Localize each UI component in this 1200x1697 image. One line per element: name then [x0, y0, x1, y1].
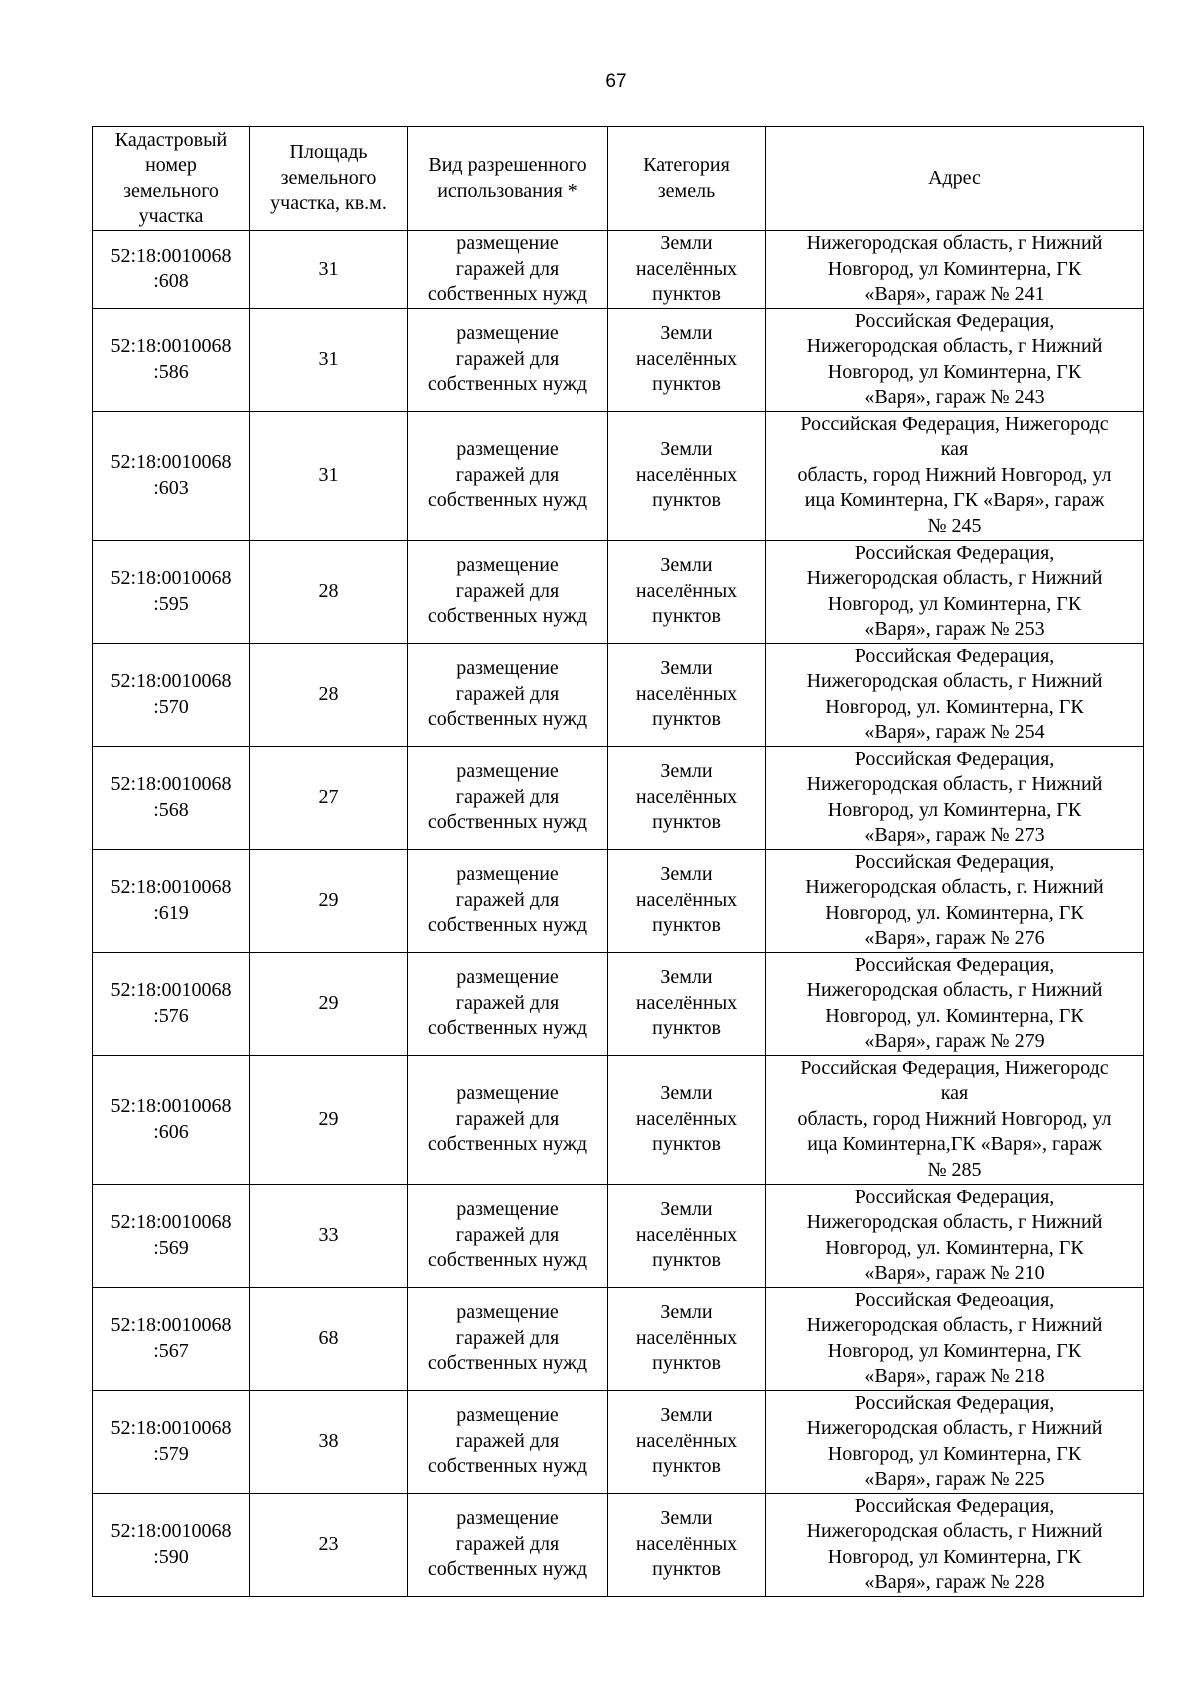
category-cell: Земли населённых пунктов: [608, 540, 766, 643]
address-cell: Российская Федерация, Нижегородская область, г Нижний Новгород, ул. Коминтерна, ГК «Варя», гараж № 254: [766, 643, 1144, 746]
address-cell: Российская Федерация, Нижегородская область, г Нижний Новгород, ул Коминтерна, ГК «Варя», гараж № 243: [766, 308, 1144, 411]
area-cell: 28: [250, 643, 408, 746]
land-plot-table: [92, 126, 1144, 1597]
area-cell: 29: [250, 952, 408, 1055]
category-cell: Земли населённых пунктов: [608, 1055, 766, 1184]
cadastral-number-cell: 52:18:0010068 :569: [93, 1184, 250, 1287]
cadastral-number-cell: 52:18:0010068 :586: [93, 308, 250, 411]
table-body: [93, 231, 1144, 1597]
usage-cell: размещение гаражей для собственных нужд: [408, 643, 608, 746]
cadastral-number-cell: 52:18:0010068 :603: [93, 411, 250, 540]
cadastral-number-cell: 52:18:0010068 :606: [93, 1055, 250, 1184]
category-cell: Земли населённых пунктов: [608, 849, 766, 952]
table-row: [93, 540, 1144, 643]
table-row: [93, 231, 1144, 309]
cadastral-number-cell: 52:18:0010068 :570: [93, 643, 250, 746]
address-cell: Российская Федерация, Нижегородская область, г. Нижний Новгород, ул. Коминтерна, ГК «Варя», гараж № 276: [766, 849, 1144, 952]
category-cell: Земли населённых пунктов: [608, 746, 766, 849]
address-cell: Нижегородская область, г Нижний Новгород, ул Коминтерна, ГК «Варя», гараж № 241: [766, 231, 1144, 309]
usage-cell: размещение гаражей для собственных нужд: [408, 952, 608, 1055]
area-cell: 68: [250, 1287, 408, 1390]
category-cell: Земли населённых пунктов: [608, 1493, 766, 1596]
address-cell: Российская Федерация, Нижегородс кая область, город Нижний Новгород, ул ица Коминтерна, ГК «Варя», гараж № 245: [766, 411, 1144, 540]
usage-cell: размещение гаражей для собственных нужд: [408, 411, 608, 540]
usage-cell: размещение гаражей для собственных нужд: [408, 1055, 608, 1184]
usage-cell: размещение гаражей для собственных нужд: [408, 231, 608, 309]
cadastral-number-cell: 52:18:0010068 :576: [93, 952, 250, 1055]
area-cell: 31: [250, 411, 408, 540]
usage-cell: размещение гаражей для собственных нужд: [408, 1184, 608, 1287]
table-row: [93, 1184, 1144, 1287]
table-row: [93, 1390, 1144, 1493]
address-cell: Российская Федерация, Нижегородская область, г Нижний Новгород, ул. Коминтерна, ГК «Варя», гараж № 279: [766, 952, 1144, 1055]
area-cell: 31: [250, 231, 408, 309]
cadastral-number-cell: 52:18:0010068 :579: [93, 1390, 250, 1493]
category-cell: Земли населённых пунктов: [608, 1184, 766, 1287]
category-cell: Земли населённых пунктов: [608, 231, 766, 309]
area-cell: 28: [250, 540, 408, 643]
cadastral-number-cell: 52:18:0010068 :568: [93, 746, 250, 849]
header-address: Адрес: [766, 127, 1144, 231]
table-row: [93, 1493, 1144, 1596]
area-cell: 31: [250, 308, 408, 411]
address-cell: Российская Федерация, Нижегородская область, г Нижний Новгород, ул Коминтерна, ГК «Варя», гараж № 253: [766, 540, 1144, 643]
table-row: [93, 411, 1144, 540]
area-cell: 27: [250, 746, 408, 849]
table-row: [93, 746, 1144, 849]
table-header-row: [93, 127, 1144, 231]
table-row: [93, 952, 1144, 1055]
category-cell: Земли населённых пунктов: [608, 643, 766, 746]
area-cell: 29: [250, 849, 408, 952]
address-cell: Российская Федерация, Нижегородская область, г Нижний Новгород, ул. Коминтерна, ГК «Варя», гараж № 210: [766, 1184, 1144, 1287]
usage-cell: размещение гаражей для собственных нужд: [408, 1390, 608, 1493]
table-row: [93, 308, 1144, 411]
cadastral-number-cell: 52:18:0010068 :567: [93, 1287, 250, 1390]
category-cell: Земли населённых пунктов: [608, 411, 766, 540]
header-usage: Вид разрешенного использования *: [408, 127, 608, 231]
table-row: [93, 1287, 1144, 1390]
usage-cell: размещение гаражей для собственных нужд: [408, 746, 608, 849]
header-cadastral: Кадастровый номер земельного участка: [93, 127, 250, 231]
category-cell: Земли населённых пунктов: [608, 1390, 766, 1493]
page-number: 67: [605, 71, 627, 92]
category-cell: Земли населённых пунктов: [608, 1287, 766, 1390]
category-cell: Земли населённых пунктов: [608, 308, 766, 411]
usage-cell: размещение гаражей для собственных нужд: [408, 1287, 608, 1390]
usage-cell: размещение гаражей для собственных нужд: [408, 308, 608, 411]
usage-cell: размещение гаражей для собственных нужд: [408, 849, 608, 952]
table-row: [93, 849, 1144, 952]
category-cell: Земли населённых пунктов: [608, 952, 766, 1055]
address-cell: Российская Федеоация, Нижегородская область, г Нижний Новгород, ул Коминтерна, ГК «Варя», гараж № 218: [766, 1287, 1144, 1390]
address-cell: Российская Федерация, Нижегородская область, г Нижний Новгород, ул Коминтерна, ГК «Варя», гараж № 273: [766, 746, 1144, 849]
usage-cell: размещение гаражей для собственных нужд: [408, 1493, 608, 1596]
area-cell: 23: [250, 1493, 408, 1596]
header-area: Площадь земельного участка, кв.м.: [250, 127, 408, 231]
table-row: [93, 643, 1144, 746]
cadastral-number-cell: 52:18:0010068 :590: [93, 1493, 250, 1596]
address-cell: Российская Федерация, Нижегородская область, г Нижний Новгород, ул Коминтерна, ГК «Варя», гараж № 225: [766, 1390, 1144, 1493]
cadastral-number-cell: 52:18:0010068 :619: [93, 849, 250, 952]
header-category: Категория земель: [608, 127, 766, 231]
cadastral-number-cell: 52:18:0010068 :608: [93, 231, 250, 309]
area-cell: 29: [250, 1055, 408, 1184]
table-row: [93, 1055, 1144, 1184]
cadastral-number-cell: 52:18:0010068 :595: [93, 540, 250, 643]
usage-cell: размещение гаражей для собственных нужд: [408, 540, 608, 643]
area-cell: 38: [250, 1390, 408, 1493]
address-cell: Российская Федерация, Нижегородская область, г Нижний Новгород, ул Коминтерна, ГК «Варя», гараж № 228: [766, 1493, 1144, 1596]
area-cell: 33: [250, 1184, 408, 1287]
address-cell: Российская Федерация, Нижегородс кая область, город Нижний Новгород, ул ица Коминтерна,ГК «Варя», гараж № 285: [766, 1055, 1144, 1184]
